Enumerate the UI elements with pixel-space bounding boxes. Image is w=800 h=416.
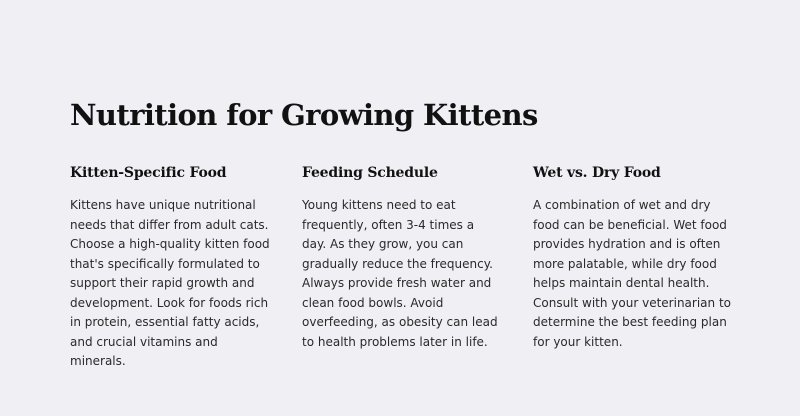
column-heading: Wet vs. Dry Food: [533, 165, 661, 181]
wet-vs-dry-food-column: [533, 162, 733, 352]
column-heading: Kitten-Specific Food: [70, 165, 227, 181]
kitten-specific-food-column: [70, 162, 270, 372]
feeding-schedule-column: [302, 162, 502, 352]
column-heading: Feeding Schedule: [302, 165, 438, 181]
column-text: Kittens have unique nutritional needs that differ from adult cats. Choose a high-quality kitten food that's specifically formulated to support their rapid growth and development. Look for foods rich in protein, essential fatty acids, and crucial vitamins and minerals.: [70, 198, 270, 368]
column-text: Young kittens need to eat frequently, often 3-4 times a day. As they grow, you can gradually reduce the frequency. Always provide fresh water and clean food bowls. Avoid overfeeding, as obesity can lead to health problems later in life.: [302, 198, 498, 349]
column-text: A combination of wet and dry food can be beneficial. Wet food provides hydration and is often more palatable, while dry food helps maintain dental health. Consult with your veterinarian to determine the best feeding plan for your kitten.: [533, 198, 731, 349]
page-title: Nutrition for Growing Kittens: [70, 98, 538, 132]
